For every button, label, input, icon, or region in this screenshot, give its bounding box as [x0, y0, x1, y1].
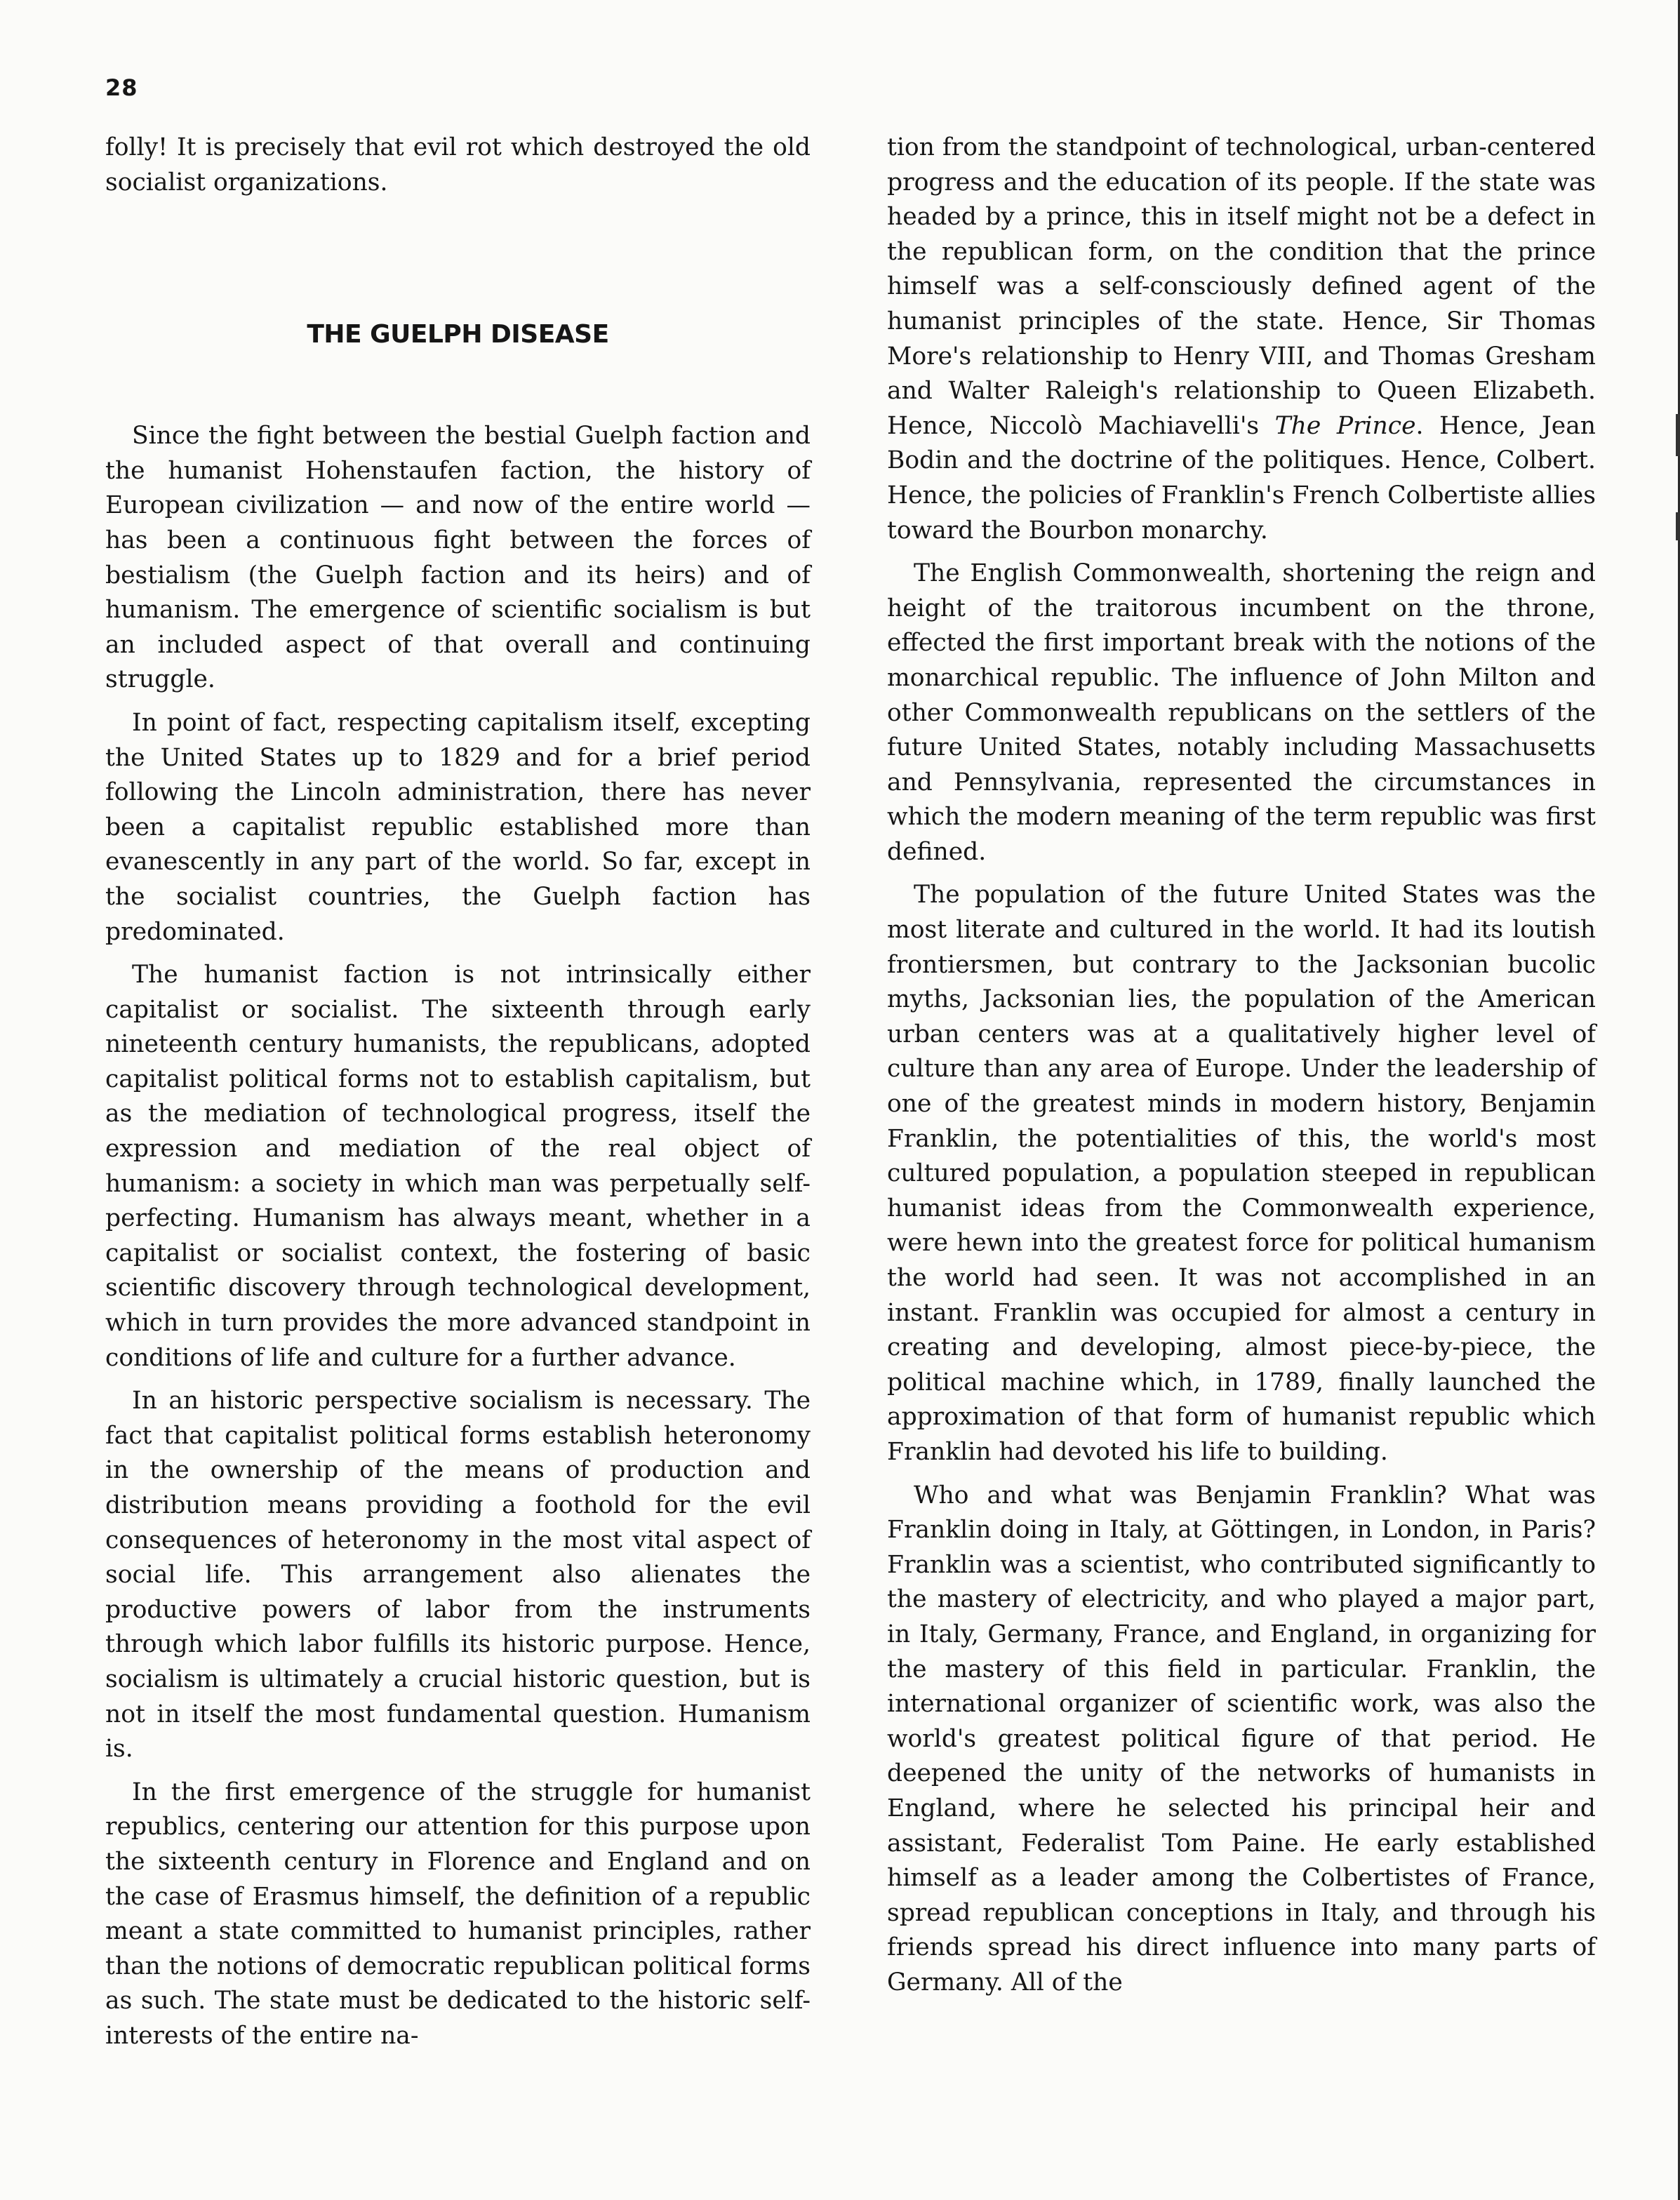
left-column: [105, 131, 811, 2062]
paragraph: The English Commonwealth, shortening the reign and height of the traitorous incumbent on the throne, effected the first important break with the notions of the monarchical republic. The influence of John Milton and other Commonwealth republicans on the settlers of the future United States, notably including Massachusetts and Pennsylvania, represented the circumstances in which the modern meaning of the term republic was first defined.: [887, 559, 1596, 866]
paragraph: Since the fight between the bestial Guelph faction and the humanist Hohenstaufen faction, the history of European civilization — and now of the entire world — has been a continuous fight between the forces of bestialism (the Guelph faction and its heirs) and of humanism. The emergence of scientific socialism is but an included aspect of that overall and continuing struggle.: [105, 422, 811, 694]
page-number: 28: [105, 74, 138, 101]
paragraph: The population of the future United States was the most literate and cultured in the world. It had its loutish frontiersmen, but contrary to the Jacksonian bucolic myths, Jacksonian lies, the population of the American urban centers was at a qualitatively higher level of culture than any area of Europe. Under the leadership of one of the greatest minds in modern history, Benjamin Franklin, the potentialities of this, the world's most cultured population, a population steeped in republican humanist ideas from the Commonwealth experience, were hewn into the greatest force for political humanism the world had seen. It was not accomplished in an instant. Franklin was occupied for almost a century in creating and developing, almost piece-by-piece, the political machine which, in 1789, finally launched the approximation of that form of humanist republic which Franklin had devoted his life to building.: [887, 881, 1596, 1466]
book-title: The Prince: [1274, 411, 1416, 440]
scan-mark: [1676, 512, 1680, 540]
continuation-text: tion from the standpoint of technological, urban-centered progress and the education of its people. If the state was headed by a prince, this in itself might not be a defect in the republican form, on the condition that the prince himself was a self-consciously defined agent of the humanist principles of the state. Hence, Sir Thomas More's relationship to Henry VIII, and Thomas Gresham and Walter Raleigh's relationship to Queen Elizabeth. Hence, Niccolò Machiavelli's: [887, 133, 1596, 440]
continuation-paragraph: [887, 131, 1596, 548]
continuation-paragraph: folly! It is precisely that evil rot which destroyed the old socialist organizations.: [105, 133, 811, 196]
scan-mark: [1676, 414, 1680, 456]
paragraph: In the first emergence of the struggle for humanist republics, centering our attention for this purpose upon the sixteenth century in Florence and England and on the case of Erasmus himself, the definition of a republic meant a state committed to humanist principles, rather than the notions of democratic republican political forms as such. The state must be dedicated to the historic self-interests of the entire na-: [105, 1778, 811, 2050]
paragraph: Who and what was Benjamin Franklin? What was Franklin doing in Italy, at Göttingen, in London, in Paris? Franklin was a scientist, who contributed significantly to the mastery of electricity, and who played a major part, in Italy, Germany, France, and England, in organizing for the mastery of this field in particular. Franklin, the international organizer of scientific work, was also the world's greatest political figure of that period. He deepened the unity of the networks of humanists in England, where he selected his principal heir and assistant, Federalist Tom Paine. He early established himself as a leader among the Colbertistes of France, spread republican conceptions in Italy, and through his friends spread his direct influence into many parts of Germany. All of the: [887, 1481, 1596, 1996]
continuation-text-end: . Hence, Jean Bodin and the doctrine of the politiques. Hence, Colbert. Hence, the policies of Franklin's French Colbertiste allies toward the Bourbon monarchy.: [887, 411, 1596, 545]
paragraph: In an historic perspective socialism is necessary. The fact that capitalist political forms establish heteronomy in the ownership of the means of production and distribution means providing a foothold for the evil consequences of heteronomy in the most vital aspect of social life. This arrangement also alienates the productive powers of labor from the instruments through which labor fulfills its historic purpose. Hence, socialism is ultimately a crucial historic question, but is not in itself the most fundamental question. Humanism is.: [105, 1387, 811, 1764]
paragraph: The humanist faction is not intrinsically either capitalist or socialist. The sixteenth through early nineteenth century humanists, the republicans, adopted capitalist political forms not to establish capitalism, but as the mediation of technological progress, itself the expression and mediation of the real object of humanism: a society in which man was perpetually self-perfecting. Humanism has always meant, whether in a capitalist or socialist context, the fostering of basic scientific discovery through technological development, which in turn provides the more advanced standpoint in conditions of life and culture for a further advance.: [105, 961, 811, 1372]
right-column: [887, 131, 1596, 2008]
paragraph: In point of fact, respecting capitalism itself, excepting the United States up to 1829 and for a brief period following the Lincoln administration, there has never been a capitalist republic established more than evanescently in any part of the world. So far, except in the socialist countries, the Guelph faction has predominated.: [105, 708, 811, 946]
section-heading: THE GUELPH DISEASE: [307, 320, 609, 349]
